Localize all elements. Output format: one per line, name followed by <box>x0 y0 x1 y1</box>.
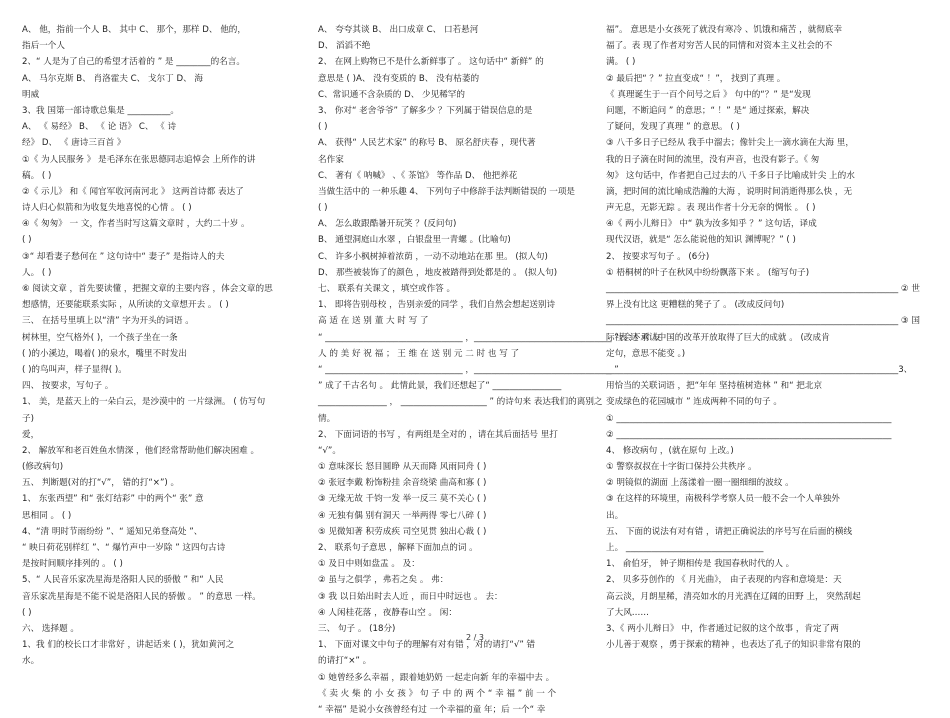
text-line: ④《 两小儿辩日》 中“ 孰为汝多知乎 ？” 这句话，译成 <box>606 219 817 230</box>
text-line: 用恰当的关联词语 ，把“年年 坚持植树造林 ” 和“ 把北京 <box>606 381 823 392</box>
text-line: 上。 ________________________________ <box>606 543 764 553</box>
text-line: A、 夸夸其谈 B、 出口成章 C、 口若悬河 <box>318 25 479 35</box>
text-line: ( )的鸟叫声，样子显得( )。 <box>22 364 127 375</box>
text-line: 《 真理诞生于一百个问号之后 》 句中的“？” 是“发现 <box>606 89 811 100</box>
text-line: (修改病句) <box>22 462 64 473</box>
text-line: 子) <box>22 413 34 424</box>
text-line: 了大风…… <box>606 607 649 618</box>
text-line: B、 通望洞庭山水翠 ，白银盘里一青螺 。(比喻句) <box>318 235 511 246</box>
text-line: 4、 修改病句 ，(就在原句 上改。) <box>606 445 734 456</box>
text-line: 2、 贝多芬创作的 《 月光曲》， 由子表现的内容和意境是：天 <box>606 575 842 586</box>
text-line: 六、 选择题 。 <box>22 623 80 634</box>
text-line: 了疑问，发现了真理 ” 的意思。 ( ) <box>606 122 740 133</box>
text-line: 三、 句子 。 (18分) <box>318 623 396 634</box>
text-line: 水。 <box>22 656 40 667</box>
text-line: 界上没有比这 更糟糕的凳子了 。 (改成反问句) <box>606 300 785 311</box>
text-line: 四、 按要求，写句子 。 <box>22 381 114 392</box>
text-line: 经》 D、 《 唐诗三百首 》 <box>22 138 126 149</box>
text-line: 福了。表 现了作者对穷苦人民的同情和对资本主义社会的不 <box>606 41 833 52</box>
text-line: A、 马尔克斯 B、 肖洛霍夫 C、 戈尔丁 D、 海 <box>22 73 204 84</box>
text-line: 五、 下面的说法有对有错 ，请把正确说法的序号写在后面的横线 <box>606 526 853 537</box>
text-line: ① ________________________________________________________________ <box>606 413 892 424</box>
text-line: 1、 即将告别母校 ，告别亲爱的同学 ，我们自然会想起送别诗 <box>318 300 556 311</box>
text-line: 小儿善于观察 ，勇于探索的精神 ，也表达了孔子的知识非常有限的 <box>606 640 861 651</box>
text-line: 现代汉语，就是“ 怎么能说他的知识 渊博呢？” ( ) <box>606 235 796 246</box>
text-line: ____________________________________________________________________ ③ 国 <box>606 316 920 327</box>
text-line: D、 滔滔不绝 <box>318 41 371 52</box>
page-number: 2 / 3 <box>466 633 484 642</box>
text-line: ⑤ 见微知著 积劳成疾 司空见贯 独出心裁 ( ) <box>318 526 487 537</box>
text-line: D、 那些被装饰了的颜色 ，地皮被踏得到处都是的 。 (拟人句) <box>318 267 558 278</box>
text-line: 我的日子滴在时间的流里，没有声音，也没有影子。《 匆 <box>606 154 820 165</box>
text-line: 《 卖 火 柴 的 小 女 孩 》 句 子 中 的 两 个 “ 幸 福 ” 前 一 个 <box>318 688 557 699</box>
text-line: ④ 无独有偶 别有洞天 一举两得 零七八碎 ( ) <box>318 510 487 521</box>
text-line: C、 著有《 呐喊》 、《 茶馆》 等作品 D、 他把养花 <box>318 170 518 181</box>
text-line: ① 意味深长 怒目圆睁 从天而降 风雨同舟 ( ) <box>318 462 487 473</box>
text-line: ②《 示儿》 和《 闻官军收河南河北 》 这两首诗都 表达了 <box>22 186 244 197</box>
text-line: “ 幸福” 是说小女孩曾经有过 一个幸福的童 年；后 一个“ 幸 <box>318 704 546 715</box>
text-line: 思相同 。 ( ) <box>22 510 72 521</box>
text-line: 1、 东张西望” 和“ 张灯结彩” 中的两个“ 张” 意 <box>22 494 204 505</box>
text-line: C、常识通不含杂质的 D、 少见稀罕的 <box>318 89 465 100</box>
text-line: 意思是 ( )A、 没有变质的 B、 没有枯萎的 <box>318 73 480 84</box>
text-line: ② 张冠李戴 粉饰粉挂 余音绕梁 曲高和寡 ( ) <box>318 478 487 489</box>
text-line: 满。 ( ) <box>606 57 636 68</box>
text-line: “ ________________________________ ，________________________________ ” <box>318 364 619 375</box>
column-left <box>22 22 310 667</box>
text-line: 是按时间顺序排列的 。 ( ) <box>22 559 123 570</box>
text-line: “ ________________________________ ，________________________________ ”表 达 对 友 <box>318 332 662 343</box>
text-line: 1、 美，是蓝天上的一朵白云，是沙漠中的 一片绿洲。 ( 仿写句 <box>22 397 266 408</box>
text-line: 际社会不承认中国的改革开放取得了巨大的成就 。 (改成肯 <box>606 332 830 343</box>
text-line: ( ) <box>318 122 328 133</box>
text-line: 2、 在网上购物已不是什么新鲜事了 。 这句话中“ 新鲜” 的 <box>318 57 544 68</box>
text-line: 名作家 <box>318 154 344 165</box>
text-line: ③ 八千多日子已经从 我手中溜去；像针尖上一滴水滴在大海 里， <box>606 138 854 149</box>
text-line: 出。 <box>606 510 624 521</box>
text-line: 5、“ 人民音乐家冼星海是洛阳人民的骄傲 ” 和“ 人民 <box>22 575 224 586</box>
text-line: 情。 <box>318 413 336 424</box>
text-line: ⑥ 阅读文章 ，首先要读懂 ，把握文章的主要内容 ，体会文章的思 <box>22 284 273 294</box>
text-line: 2、 解放军和老百姓鱼水情深 ，他们经常帮助他们解决困难 。 <box>22 445 260 456</box>
text-line: 定句，意思不能变 。) <box>606 348 686 359</box>
text-line: 2、 按要求写句子 。 (6分) <box>606 251 710 262</box>
text-line: 1、 下面对课文中句子的理解有对有错 ，对的请打“√” 错 <box>318 640 536 651</box>
text-line: 的请打“×” 。 <box>318 656 372 667</box>
text-line: 想感情，还要能联系实际 ，从所读的文章想开去 。 ( ) <box>22 300 229 311</box>
text-line: A、 怎么敢跟酷暑开玩笑 ？(反问句) <box>318 219 457 230</box>
column-right <box>606 22 932 651</box>
text-line: 七、 联系有关课文 ，填空或作答 。 <box>318 284 456 294</box>
text-line: C、 许多小枫树掉着浓荫 ，一动不动地站在那 里。 (拟人句) <box>318 251 548 262</box>
text-line: ③“ 却看妻子愁何在 ” 这句诗中“ 妻子” 是指诗人的夫 <box>22 251 225 262</box>
text-line: 4、“清 明时节雨纷纷 ”、“ 遥知兄弟登高处 ”、 <box>22 526 203 537</box>
text-line: 变成绿色的花园城市 ” 连成两种不同的句子 。 <box>606 397 782 408</box>
text-line: 人。 ( ) <box>22 267 52 278</box>
text-line: ( ) <box>318 203 328 214</box>
text-line: 指后一个人 <box>22 41 65 52</box>
text-line: ( ) <box>22 235 32 246</box>
text-line: 1、我 们的校长口才非常好 ，讲起话来 ( )，犹如黄河之 <box>22 640 235 651</box>
text-line: 问题，不断追问 ” 的意思；“ ！” 是“ 通过探索，解决 <box>606 105 810 116</box>
text-line: ① 警察叔叔在十字街口保持公共秩序 。 <box>606 462 757 473</box>
text-line: “√”。 <box>318 445 341 456</box>
text-line: 高云淡，月朗星稀，清亮如水的月光洒在辽阔的田野 上， 突然刮起 <box>606 591 861 602</box>
text-line: ① 及日中则如盘盂 。 及： <box>318 559 420 570</box>
text-line: ② 最后把“ ？” 拉直变成“ ！”， 找到了真理 。 <box>606 73 786 84</box>
text-line: 音乐家冼星海是不能不说是洛阳人民的骄傲 。 ” 的意思 一样。 <box>22 591 261 602</box>
text-line: ( )的小溪边，喝着( )的泉水，嘴里不时发出 <box>22 348 187 359</box>
text-line: A、 他，指前一个人 B、 其中 C、 那个，那样 D、 他的， <box>22 25 246 35</box>
text-line: 明威 <box>22 89 40 100</box>
text-line: 五、 判断题(对的打“√”， 错的打“×”) 。 <box>22 478 180 489</box>
text-line: A、 《 易经》 B、 《 论 语》 C、 《 诗 <box>22 122 177 133</box>
text-line: ①《 为人民服务 》 是毛泽东在张思德同志追悼会 上所作的讲 <box>22 154 256 165</box>
text-line: 高 适 在 送 别 董 大 时 写 了 <box>318 316 429 327</box>
text-line: ① 梧桐树的叶子在秋风中纷纷飘落下来 。 (缩写句子) <box>606 267 810 278</box>
text-line: ____________________________________________________________________ ② 世 <box>606 284 920 294</box>
text-line: 当做生活中的 一种乐趣 4、 下列句子中修辞手法判断错误的 一项是 <box>318 186 576 197</box>
text-line: 声无息，无影无踪 。表 现出作者十分无奈的惆怅 。 ( ) <box>606 203 816 214</box>
text-line: ① 她曾经多么幸福 ，跟着她奶奶 一起走向新 年的幸福中去 。 <box>318 672 555 683</box>
text-line: 三、 在括号里填上以“清” 字为开头的词语 。 <box>22 316 194 327</box>
text-line: 匆》 这句话中，作者把自己过去的八 千多日子比喻成针尖 上的水 <box>606 170 855 181</box>
text-line: ( ) <box>22 607 32 618</box>
text-line: ② 虽与之俱学 ，弗若之矣 。 弗： <box>318 575 449 586</box>
text-line: 滴，把时间的流比喻成浩瀚的大海 ，说明时间消逝得那么快 ，无 <box>606 186 853 197</box>
text-line: 3、 你对“ 老舍爷爷” 了解多少 ？下列属于错误信息的是 <box>318 105 533 116</box>
text-line: 人 的 美 好 祝 福 ； 王 维 在 送 别 元 二 时 也 写 了 <box>318 348 520 359</box>
text-line: ④ 人闲桂花落 ，夜静春山空 。 闲： <box>318 607 457 618</box>
text-line: ” 成了千古名句 。 此情此景，我们还想起了“ ________________ <box>318 381 562 392</box>
text-line: ④《 匆匆》 一 文，作者当时写这篇文章时 ，大约二十岁 。 <box>22 219 250 230</box>
text-line: 2、 联系句子意思 ，解释下面加点的词 。 <box>318 543 478 553</box>
text-line: 2、 下面词语的书写 ，有两组是全对的 ，请在其后面括号 里打 <box>318 429 558 440</box>
text-line: ③ 在这样的环境里，南极科学考察人员一般不会一个人单独外 <box>606 494 840 505</box>
text-line: ③ 我 以日始出时去人近 ，而日中时远也 。 去： <box>318 591 503 602</box>
text-line: ________________ ， ____________________ ” 的诗句来 表达我们的离别之 <box>318 397 603 408</box>
text-line: ② ________________________________________________________________ <box>606 429 892 440</box>
text-line: ② 明镜似的湖面 上荡漾着一圈一圈细细的波纹 。 <box>606 478 794 489</box>
text-line: 树林里，空气格外( )，一个孩子坐在一条 <box>22 332 178 343</box>
text-line: 稿。 ( ) <box>22 170 52 181</box>
text-line: “ 映日荷花别样红 ”、“ 爆竹声中一岁除 ” 这四句古诗 <box>22 543 226 553</box>
text-line: A、 获得“ 人民艺术家” 的称号 B、 原名舒庆春 ，现代著 <box>318 138 536 149</box>
text-line: ____________________________________________________________________3、 <box>606 364 913 375</box>
text-line: 3、《 两小儿辩日》 中，作者通过记叙的这个故事 ，肯定了两 <box>606 623 839 634</box>
text-line: 1、 俞伯牙， 钟子期相传是 我国春秋时代的人 。 <box>606 559 795 570</box>
text-line: 诗人归心似箭和为收复失地喜悦的心情 。 ( ) <box>22 203 192 214</box>
text-line: 2、“ 人是为了自己的希望才活着的 ” 是 ________的名言。 <box>22 57 245 68</box>
text-line: 福”。 意思是小女孩死了就没有寒冷 、饥饿和痛苦 ，就彻底幸 <box>606 25 843 35</box>
text-line: ③ 无缘无故 千钧一发 举一反三 莫不关心 ( ) <box>318 494 487 505</box>
text-line: 3、我 国第一部诗歌总集是 __________。 <box>22 105 180 116</box>
text-line: 爱， <box>22 429 40 440</box>
